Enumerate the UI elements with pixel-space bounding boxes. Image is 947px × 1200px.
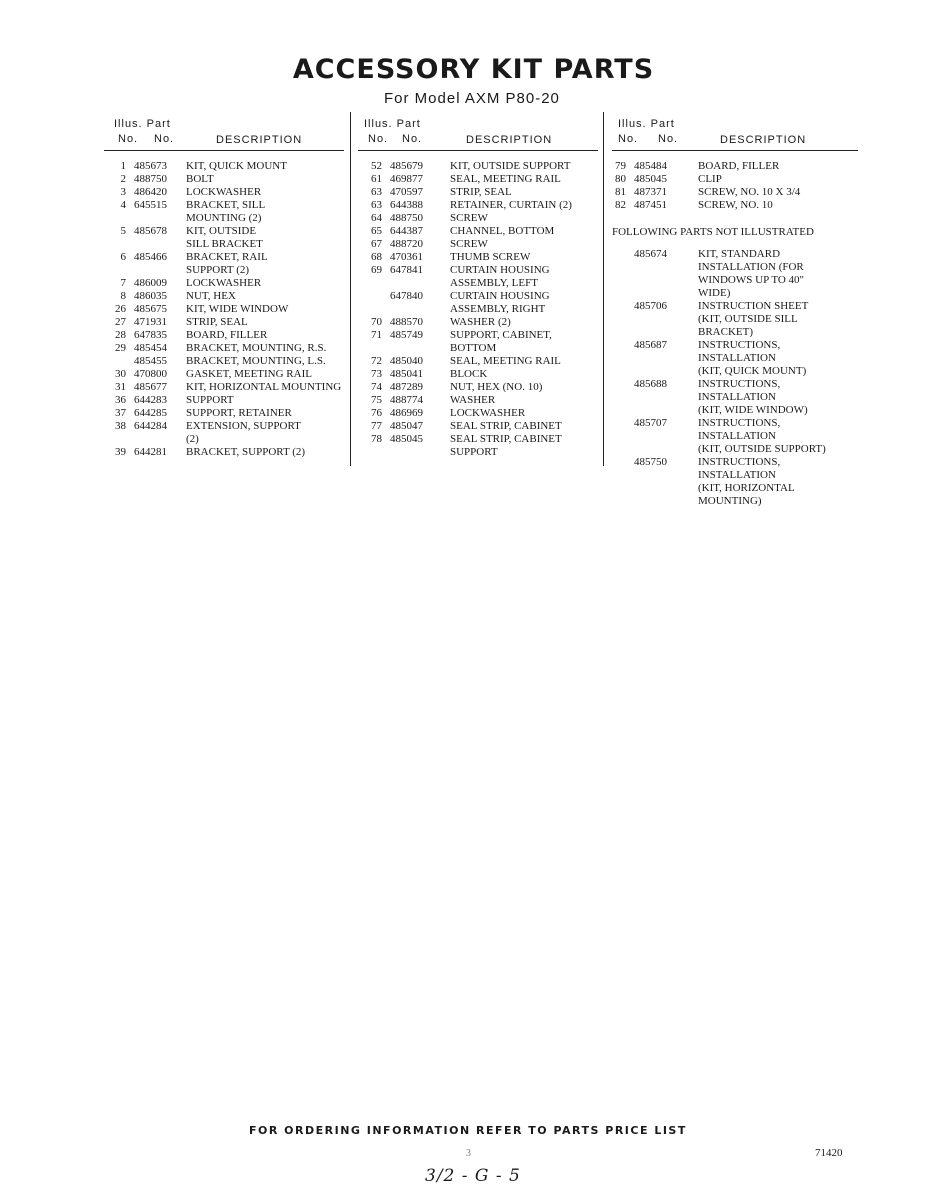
illus-number (612, 339, 626, 365)
parts-row (612, 456, 858, 482)
part-number: 644283 (134, 394, 167, 406)
part-description: CHANNEL, BOTTOM (450, 225, 555, 237)
parts-row (612, 248, 858, 261)
parts-row (358, 225, 598, 238)
column-header (358, 118, 598, 152)
parts-row (104, 238, 344, 251)
illus-number: 3 (120, 186, 126, 198)
parts-row (358, 342, 598, 355)
part-description: WINDOWS UP TO 40" (698, 274, 805, 286)
part-number (634, 482, 698, 508)
parts-row (104, 303, 344, 316)
parts-row (104, 290, 344, 303)
part-description: BRACKET, MOUNTING, R.S. (186, 342, 327, 354)
parts-list (358, 160, 598, 459)
document-code: 71420 (815, 1147, 843, 1159)
parts-row (358, 277, 598, 290)
illus-number: 68 (371, 251, 382, 263)
not-illustrated-list (612, 248, 858, 508)
illus-number: 28 (115, 329, 126, 341)
illus-part-label: Illus. Part (364, 118, 421, 130)
description-label: DESCRIPTION (216, 134, 303, 146)
parts-row (358, 368, 598, 381)
header-rule (358, 150, 598, 151)
parts-row (104, 329, 344, 342)
parts-row (104, 407, 344, 420)
illus-number (612, 313, 626, 326)
part-number (634, 287, 698, 300)
part-number: 486035 (134, 290, 167, 302)
parts-row (612, 443, 858, 456)
part-number: 485673 (134, 160, 167, 172)
part-description: KIT, HORIZONTAL MOUNTING (186, 381, 342, 393)
part-description: INSTALLATION (FOR (698, 261, 804, 273)
part-number: 470361 (390, 251, 423, 263)
part-number: 470597 (390, 186, 423, 198)
parts-row (104, 394, 344, 407)
part-description: CURTAIN HOUSING (450, 264, 550, 276)
part-description: ASSEMBLY, RIGHT (450, 303, 546, 315)
illus-number (612, 365, 626, 378)
part-number: 485675 (134, 303, 167, 315)
header-rule (612, 150, 858, 151)
parts-row (104, 212, 344, 225)
part-description: SUPPORT (450, 446, 498, 458)
part-number: 488570 (390, 316, 423, 328)
illus-number (104, 264, 126, 277)
illus-number (358, 290, 382, 303)
part-description: CURTAIN HOUSING (450, 290, 550, 302)
parts-row (358, 394, 598, 407)
illus-number: 36 (115, 394, 126, 406)
description-label: DESCRIPTION (466, 134, 553, 146)
part-no-label: No. (154, 133, 175, 145)
parts-row (358, 212, 598, 225)
illus-number (612, 482, 626, 508)
parts-row (104, 251, 344, 264)
part-description: (KIT, OUTSIDE SUPPORT) (698, 443, 826, 455)
part-number: 485750 (634, 456, 667, 468)
part-description: BRACKET, RAIL (186, 251, 268, 263)
illus-no-label: No. (618, 133, 639, 145)
parts-row (104, 342, 344, 355)
parts-row (104, 173, 344, 186)
illus-number: 4 (120, 199, 126, 211)
illus-part-label: Illus. Part (114, 118, 171, 130)
illus-number: 27 (115, 316, 126, 328)
part-number: 488774 (390, 394, 423, 406)
part-description: BOARD, FILLER (698, 160, 780, 172)
part-description: NUT, HEX (186, 290, 236, 302)
parts-row (358, 251, 598, 264)
parts-row (358, 329, 598, 342)
part-description: (KIT, OUTSIDE SILL (698, 313, 798, 325)
part-description: MOUNTING (2) (186, 212, 262, 224)
illus-number: 65 (371, 225, 382, 237)
illus-number (612, 274, 626, 287)
parts-row (104, 355, 344, 368)
part-description: SEAL, MEETING RAIL (450, 355, 561, 367)
parts-row (104, 368, 344, 381)
illus-number: 1 (120, 160, 126, 172)
part-number: 485040 (390, 355, 423, 367)
parts-row (612, 365, 858, 378)
illus-part-label: Illus. Part (618, 118, 675, 130)
part-description: SEAL STRIP, CABINET (450, 420, 562, 432)
part-description: NUT, HEX (NO. 10) (450, 381, 543, 393)
parts-row (104, 420, 344, 433)
part-description: KIT, QUICK MOUNT (186, 160, 287, 172)
part-number: 488720 (390, 238, 423, 250)
part-number: 487451 (634, 199, 667, 211)
parts-row (612, 173, 858, 186)
parts-row (358, 160, 598, 173)
part-number: 485679 (390, 160, 423, 172)
parts-row (358, 316, 598, 329)
parts-row (612, 339, 858, 365)
part-description: SCREW, NO. 10 X 3/4 (698, 186, 801, 198)
illus-number (612, 300, 626, 313)
part-description: WASHER (2) (450, 316, 511, 328)
not-illustrated-note: FOLLOWING PARTS NOT ILLUSTRATED (612, 226, 814, 238)
illus-number: 6 (120, 251, 126, 263)
part-number (390, 446, 450, 459)
part-number: 486009 (134, 277, 167, 289)
parts-row (358, 264, 598, 277)
part-number: 485677 (134, 381, 167, 393)
parts-row (358, 420, 598, 433)
part-description: BOLT (186, 173, 214, 185)
part-description: ASSEMBLY, LEFT (450, 277, 538, 289)
illus-number (612, 456, 626, 482)
part-number: 644284 (134, 420, 167, 432)
illus-number: 61 (371, 173, 382, 185)
part-description: KIT, WIDE WINDOW (186, 303, 289, 315)
part-number: 487289 (390, 381, 423, 393)
part-number (634, 274, 698, 287)
illus-number (612, 287, 626, 300)
parts-row (358, 186, 598, 199)
illus-number: 82 (615, 199, 626, 211)
illus-number: 38 (115, 420, 126, 432)
part-description: SUPPORT (186, 394, 234, 406)
illus-number: 72 (371, 355, 382, 367)
page-mark: 3 (466, 1148, 471, 1159)
part-description: BRACKET) (698, 326, 753, 338)
parts-list (104, 160, 344, 459)
parts-row (104, 433, 344, 446)
illus-number (612, 378, 626, 404)
ordering-note: FOR ORDERING INFORMATION REFER TO PARTS PRICE LIST (249, 1124, 687, 1137)
illus-number (612, 326, 626, 339)
parts-row (358, 290, 598, 303)
part-no-label: No. (402, 133, 423, 145)
illus-number: 70 (371, 316, 382, 328)
part-description: KIT, OUTSIDE (186, 225, 257, 237)
parts-row (612, 160, 858, 173)
column-divider (350, 112, 351, 466)
part-description: STRIP, SEAL (186, 316, 248, 328)
part-number (634, 443, 698, 456)
part-description: INSTRUCTIONS, INSTALLATION (698, 378, 781, 403)
parts-row (612, 378, 858, 404)
illus-number (612, 261, 626, 274)
part-description: BOTTOM (450, 342, 497, 354)
parts-row (612, 300, 858, 313)
part-number: 485678 (134, 225, 167, 237)
part-number: 644281 (134, 446, 167, 458)
part-number (634, 313, 698, 326)
illus-number: 77 (371, 420, 382, 432)
part-description: SILL BRACKET (186, 238, 263, 250)
part-number: 486969 (390, 407, 423, 419)
parts-row (612, 186, 858, 199)
part-number: 644285 (134, 407, 167, 419)
part-description: GASKET, MEETING RAIL (186, 368, 312, 380)
part-description: WASHER (450, 394, 496, 406)
part-description: KIT, OUTSIDE SUPPORT (450, 160, 571, 172)
illus-number: 26 (115, 303, 126, 315)
part-description: STRIP, SEAL (450, 186, 512, 198)
part-description: KIT, STANDARD (698, 248, 781, 260)
illus-number (358, 277, 382, 290)
parts-row (104, 264, 344, 277)
parts-column-3 (612, 118, 858, 508)
model-subtitle: For Model AXM P80-20 (384, 90, 560, 107)
illus-number: 7 (120, 277, 126, 289)
illus-number: 30 (115, 368, 126, 380)
part-description: (2) (186, 433, 199, 445)
part-number: 485466 (134, 251, 167, 263)
parts-row (104, 446, 344, 459)
part-number (390, 342, 450, 355)
part-number (134, 264, 186, 277)
part-description: BRACKET, SILL (186, 199, 266, 211)
part-description: INSTRUCTION SHEET (698, 300, 809, 312)
illus-number (612, 404, 626, 417)
part-description: INSTRUCTIONS, INSTALLATION (698, 417, 781, 442)
illus-number (104, 433, 126, 446)
column-divider (603, 112, 604, 466)
part-number (390, 277, 450, 290)
part-number: 485484 (634, 160, 667, 172)
page-title: ACCESSORY KIT PARTS (292, 54, 655, 85)
description-label: DESCRIPTION (720, 134, 807, 146)
part-number: 485045 (390, 433, 423, 445)
part-description: (KIT, QUICK MOUNT) (698, 365, 807, 377)
part-description: SUPPORT (2) (186, 264, 250, 276)
part-number: 485454 (134, 342, 167, 354)
illus-number: 8 (120, 290, 126, 302)
illus-number: 69 (371, 264, 382, 276)
illus-number (612, 417, 626, 443)
illus-no-label: No. (368, 133, 389, 145)
illus-no-label: No. (118, 133, 139, 145)
parts-row (104, 199, 344, 212)
parts-row (612, 199, 858, 212)
illus-number: 63 (371, 199, 382, 211)
parts-row (358, 199, 598, 212)
part-number (634, 404, 698, 417)
parts-row (104, 225, 344, 238)
parts-row (104, 381, 344, 394)
parts-row (104, 186, 344, 199)
part-description: BOARD, FILLER (186, 329, 268, 341)
illus-number: 76 (371, 407, 382, 419)
part-description: BRACKET, SUPPORT (2) (186, 446, 306, 458)
parts-row (358, 446, 598, 459)
part-no-label: No. (658, 133, 679, 145)
part-number: 471931 (134, 316, 167, 328)
illus-number: 31 (115, 381, 126, 393)
part-number (134, 212, 186, 225)
parts-row (612, 417, 858, 443)
header-rule (104, 150, 344, 151)
part-number: 485047 (390, 420, 423, 432)
parts-row (358, 238, 598, 251)
parts-row (612, 482, 858, 508)
part-number (634, 326, 698, 339)
part-number: 488750 (134, 173, 167, 185)
illus-number (612, 443, 626, 456)
illus-number: 79 (615, 160, 626, 172)
illus-number: 67 (371, 238, 382, 250)
parts-row (358, 173, 598, 186)
part-number: 486420 (134, 186, 167, 198)
illus-number: 52 (371, 160, 382, 172)
handwritten-note: 3/2 - G - 5 (425, 1166, 521, 1186)
part-description: THUMB SCREW (450, 251, 531, 263)
illus-number: 37 (115, 407, 126, 419)
parts-row (612, 261, 858, 274)
part-number: 485041 (390, 368, 423, 380)
part-number (134, 433, 186, 446)
illus-number: 64 (371, 212, 382, 224)
part-number (390, 303, 450, 316)
part-number: 644387 (390, 225, 423, 237)
parts-row (612, 326, 858, 339)
parts-row (612, 287, 858, 300)
part-description: (KIT, WIDE WINDOW) (698, 404, 808, 416)
part-description: SUPPORT, CABINET, (450, 329, 552, 341)
part-description: LOCKWASHER (450, 407, 526, 419)
part-number: 488750 (390, 212, 423, 224)
part-number (634, 365, 698, 378)
illus-number: 75 (371, 394, 382, 406)
illus-number: 63 (371, 186, 382, 198)
parts-list (612, 160, 858, 212)
part-description: SUPPORT, RETAINER (186, 407, 292, 419)
illus-number (104, 355, 126, 368)
illus-number: 71 (371, 329, 382, 341)
part-description: SCREW, NO. 10 (698, 199, 773, 211)
parts-row (358, 433, 598, 446)
parts-row (358, 407, 598, 420)
part-number: 485674 (634, 248, 667, 260)
illus-number: 73 (371, 368, 382, 380)
part-number: 647841 (390, 264, 423, 276)
parts-row (104, 160, 344, 173)
illus-number: 78 (371, 433, 382, 445)
part-number: 485045 (634, 173, 667, 185)
part-number: 485706 (634, 300, 667, 312)
column-header (104, 118, 344, 152)
illus-number (358, 303, 382, 316)
illus-number: 81 (615, 186, 626, 198)
part-number: 487371 (634, 186, 667, 198)
part-description: INSTRUCTIONS, INSTALLATION (698, 339, 781, 364)
part-number: 485455 (134, 355, 167, 367)
parts-row (612, 274, 858, 287)
part-number: 644388 (390, 199, 423, 211)
part-number: 647835 (134, 329, 167, 341)
illus-number (358, 342, 382, 355)
parts-row (104, 277, 344, 290)
part-number (134, 238, 186, 251)
part-number: 485749 (390, 329, 423, 341)
illus-number: 74 (371, 381, 382, 393)
illus-number: 2 (120, 173, 126, 185)
part-description: SEAL, MEETING RAIL (450, 173, 561, 185)
illus-number: 5 (120, 225, 126, 237)
parts-column-1 (104, 118, 344, 459)
part-description: LOCKWASHER (186, 186, 262, 198)
parts-row (358, 355, 598, 368)
parts-row (612, 313, 858, 326)
part-description: (KIT, HORIZONTAL MOUNTING) (698, 482, 795, 507)
column-header (612, 118, 858, 152)
part-number: 647840 (390, 290, 423, 302)
part-description: SEAL STRIP, CABINET (450, 433, 562, 445)
part-description: INSTRUCTIONS, INSTALLATION (698, 456, 781, 481)
part-number: 469877 (390, 173, 423, 185)
part-description: EXTENSION, SUPPORT (186, 420, 301, 432)
part-number (634, 261, 698, 274)
part-description: BLOCK (450, 368, 488, 380)
part-description: CLIP (698, 173, 722, 185)
part-number: 470800 (134, 368, 167, 380)
part-description: BRACKET, MOUNTING, L.S. (186, 355, 326, 367)
part-number: 485688 (634, 378, 667, 390)
part-description: SCREW (450, 238, 488, 250)
part-description: WIDE) (698, 287, 731, 299)
part-description: RETAINER, CURTAIN (2) (450, 199, 572, 211)
part-number: 645515 (134, 199, 167, 211)
illus-number: 80 (615, 173, 626, 185)
parts-row (104, 316, 344, 329)
parts-row (358, 381, 598, 394)
part-number: 485687 (634, 339, 667, 351)
illus-number (104, 212, 126, 225)
illus-number: 39 (115, 446, 126, 458)
illus-number: 29 (115, 342, 126, 354)
part-description: SCREW (450, 212, 488, 224)
part-number: 485707 (634, 417, 667, 429)
parts-row (612, 404, 858, 417)
parts-column-2 (358, 118, 598, 459)
part-description: LOCKWASHER (186, 277, 262, 289)
parts-row (358, 303, 598, 316)
illus-number (104, 238, 126, 251)
illus-number (612, 248, 626, 261)
illus-number (358, 446, 382, 459)
